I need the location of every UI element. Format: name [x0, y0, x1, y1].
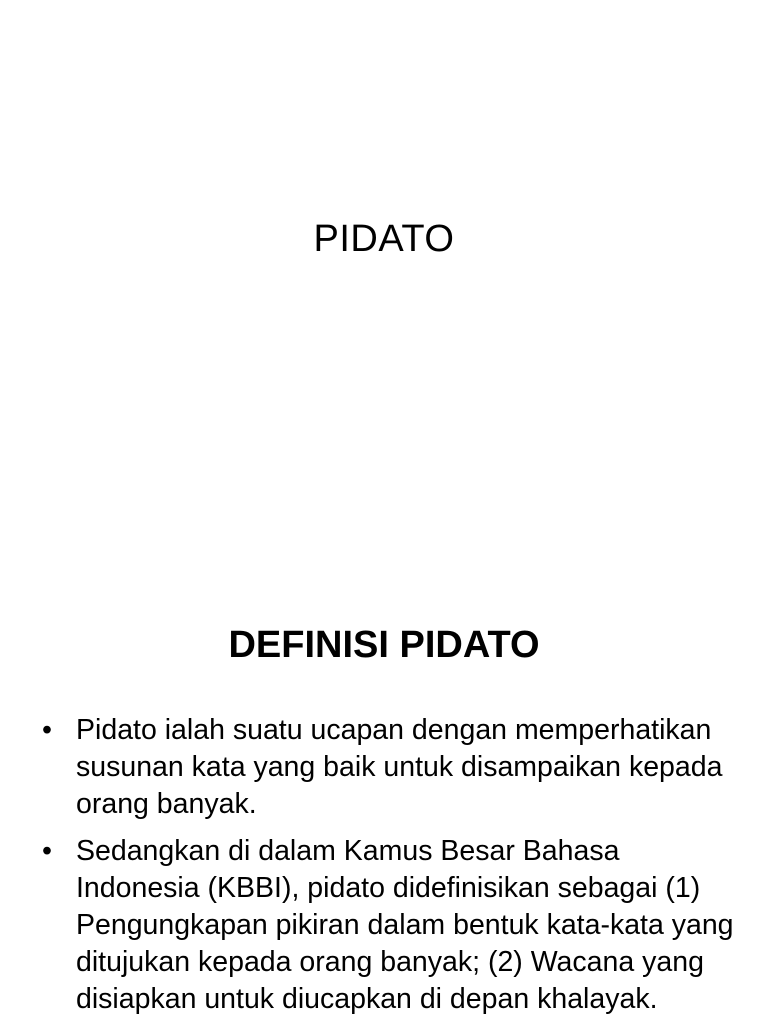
bullet-text: Sedangkan di dalam Kamus Besar Bahasa Indonesia (KBBI), pidato didefinisikan sebagai (1) Pengungkapan pikiran dalam bentuk kata-kata yang ditujukan kepada orang banyak; (2) Wacana yang disiapkan untuk diucapkan di depan khalayak. [76, 835, 734, 1015]
bullet-item [42, 833, 742, 1018]
bullet-dot-icon: • [42, 835, 52, 867]
slide-definition [0, 580, 768, 1024]
bullet-text: Pidato ialah suatu ucapan dengan memperhatikan susunan kata yang baik untuk disampaikan kepada orang banyak. [76, 714, 723, 820]
bullet-item [42, 712, 742, 823]
bullet-dot-icon: • [42, 714, 52, 746]
slide-heading: DEFINISI PIDATO [228, 624, 540, 666]
slide-title: PIDATO [313, 218, 455, 260]
bullet-list [42, 712, 742, 1024]
